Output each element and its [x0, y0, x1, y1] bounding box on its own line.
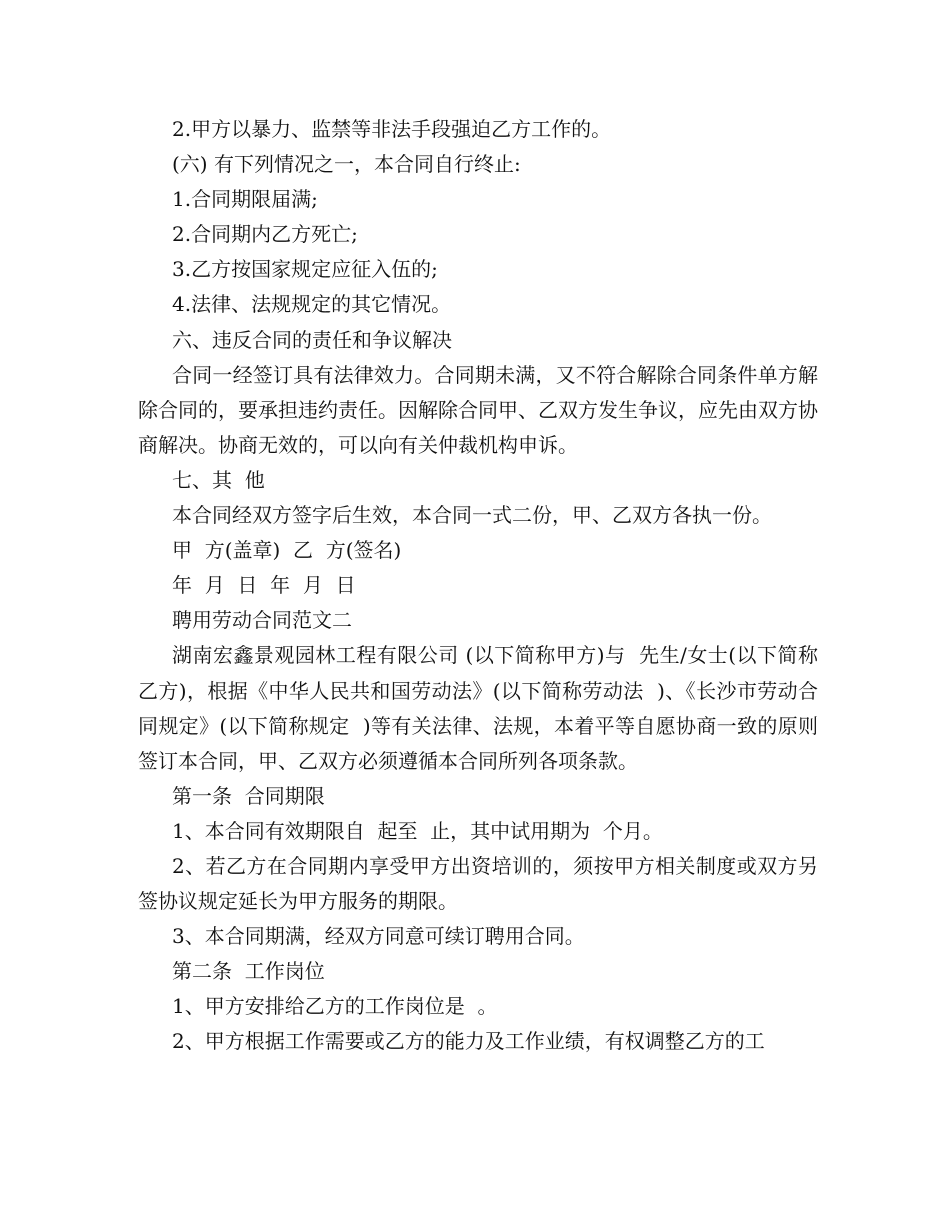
date-line: 年 月 日 年 月 日: [172, 573, 356, 598]
paragraph: 湖南宏鑫景观园林工程有限公司 (以下简称甲方)与 先生/女士(以下简称乙方)，根据《中华人民共和国劳动法》(以下简称劳动法 )、《长沙市劳动合同规定》(以下简称规定 )等有关法律、法规，本着平等自愿协商一致的原则签订本合同，甲、乙双方必须遵循本合同所列各项条款。: [138, 643, 818, 773]
document-body: [138, 112, 818, 1060]
section-heading: (六) 有下列情况之一，本合同自行终止:: [172, 152, 521, 177]
article-heading: 第一条 合同期限: [172, 783, 325, 808]
list-item: 4.法律、法规规定的其它情况。: [172, 292, 452, 317]
list-item: 1、甲方安排给乙方的工作岗位是 。: [172, 994, 498, 1019]
document-title: 聘用劳动合同范文二: [172, 608, 352, 633]
paragraph: 2.甲方以暴力、监禁等非法手段强迫乙方工作的。: [172, 117, 612, 141]
article-heading: 第二条 工作岗位: [172, 959, 325, 984]
list-item: 3、本合同期满，经双方同意可续订聘用合同。: [172, 924, 585, 949]
list-item: 2、甲方根据工作需要或乙方的能力及工作业绩，有权调整乙方的工: [172, 1029, 765, 1054]
paragraph: 合同一经签订具有法律效力。合同期未满，又不符合解除合同条件单方解除合同的，要承担违约责任。因解除合同甲、乙双方发生争议，应先由双方协商解决。协商无效的，可以向有关仲裁机构申诉。: [138, 362, 818, 457]
section-heading: 六、违反合同的责任和争议解决: [172, 327, 452, 352]
paragraph: 本合同经双方签字后生效，本合同一式二份，甲、乙双方各执一份。: [172, 503, 772, 528]
list-item: 2、若乙方在合同期内享受甲方出资培训的，须按甲方相关制度或双方另签协议规定延长为甲方服务的期限。: [138, 853, 818, 914]
list-item: 3.乙方按国家规定应征入伍的;: [172, 257, 438, 282]
list-item: 1、本合同有效期限自 起至 止，其中试用期为 个月。: [172, 818, 663, 843]
list-item: 2.合同期内乙方死亡;: [172, 222, 358, 247]
section-heading: 七、其 他: [172, 467, 265, 492]
list-item: 1.合同期限届满;: [172, 187, 318, 212]
signature-line: 甲 方(盖章) 乙 方(签名): [172, 538, 402, 563]
